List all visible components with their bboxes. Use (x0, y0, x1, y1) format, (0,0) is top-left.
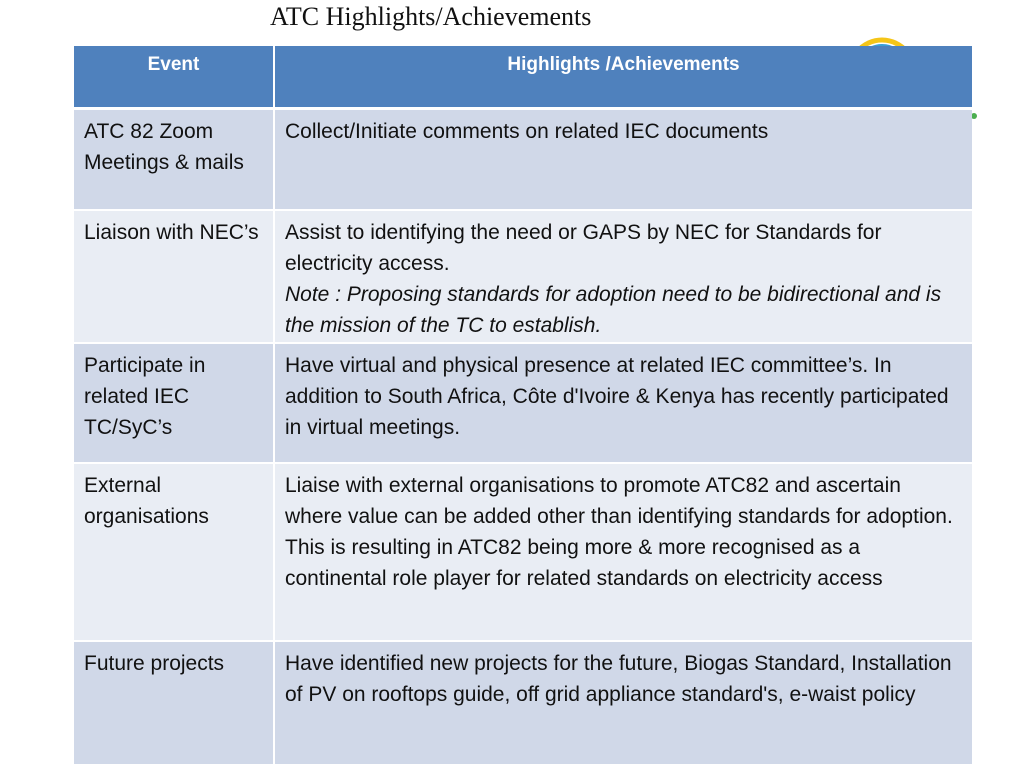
highlight-cell (274, 641, 972, 765)
table-row (74, 108, 972, 210)
highlight-cell (274, 210, 972, 343)
highlight-text: Have virtual and physical presence at related IEC committee’s. In addition to South Africa, Côte d'Ivoire & Kenya has recently participated in virtual meetings. (285, 354, 949, 439)
table-row (74, 210, 972, 343)
event-cell: ATC 82 Zoom Meetings & mails (74, 108, 274, 210)
slide-title: ATC Highlights/Achievements (270, 2, 592, 31)
header-event: Event (74, 46, 274, 108)
table-row (74, 641, 972, 765)
highlight-text: Collect/Initiate comments on related IEC documents (285, 119, 769, 143)
event-cell: Future projects (74, 641, 274, 765)
highlight-cell (274, 108, 972, 210)
header-highlights: Highlights /Achievements (274, 46, 972, 108)
event-cell: Participate in related IEC TC/SyC’s (74, 343, 274, 463)
event-cell: External organisations (74, 463, 274, 641)
highlight-cell (274, 343, 972, 463)
highlight-text: Have identified new projects for the future, Biogas Standard, Installation of PV on rooftops guide, off grid appliance standard's, e-waist policy (285, 652, 952, 706)
table-row (74, 463, 972, 641)
achievements-table (74, 46, 972, 766)
highlight-cell (274, 463, 972, 641)
highlight-text: Assist to identifying the need or GAPS by NEC for Standards for electricity access. (285, 221, 882, 275)
highlight-text: Liaise with external organisations to promote ATC82 and ascertain where value can be added other than identifying standards for adoption. This is resulting in ATC82 being more & more recognised as a continental role player for related standards on electricity access (285, 474, 953, 590)
table-row (74, 343, 972, 463)
highlight-note: Note : Proposing standards for adoption need to be bidirectional and is the mission of the TC to establish. (285, 283, 942, 337)
event-cell: Liaison with NEC’s (74, 210, 274, 343)
table-header-row (74, 46, 972, 108)
